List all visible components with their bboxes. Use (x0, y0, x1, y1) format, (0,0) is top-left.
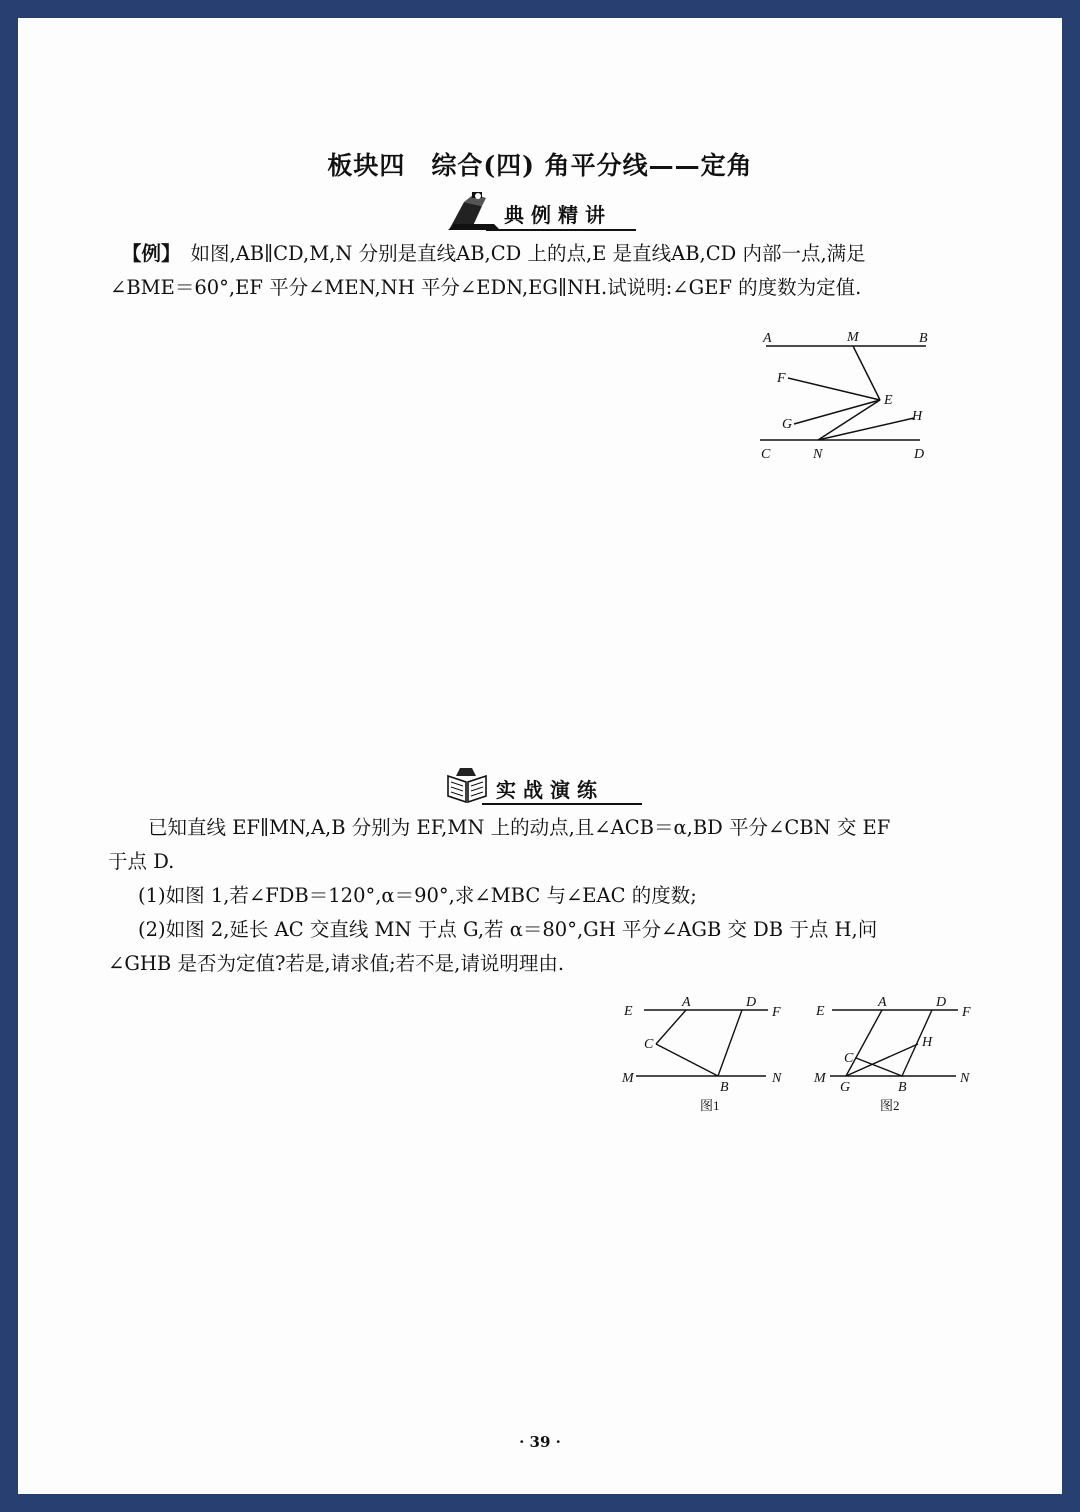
exercise-line-2: 于点 D. (108, 850, 175, 873)
label-b: B (898, 1080, 907, 1095)
page-title: 板块四 综合(四) 角平分线——定角 (327, 151, 753, 180)
label-m: M (814, 1071, 826, 1086)
question-2-line-1: (2)如图 2,延长 AC 交直线 MN 于点 G,若 α＝80°,GH 平分∠AGB 交 DB 于点 H,问 (138, 918, 878, 941)
figure-1 (616, 994, 786, 1124)
open-book-icon (446, 766, 488, 804)
label-a: A (682, 995, 691, 1010)
label-c: C (844, 1051, 854, 1066)
label-d: D (746, 995, 757, 1010)
segment-ne (818, 400, 880, 440)
segment-me (853, 346, 880, 400)
label-b: B (919, 331, 928, 346)
segment-ef (788, 378, 880, 400)
label-n: N (813, 447, 823, 462)
label-a: A (763, 331, 772, 346)
exercise-line-1: 已知直线 EF∥MN,A,B 分别为 EF,MN 上的动点,且∠ACB＝α,BD 平分∠CBN 交 EF (148, 816, 891, 839)
label-g: G (840, 1080, 851, 1095)
question-2-line-2: ∠GHB 是否为定值?若是,请求值;若不是,请说明理由. (108, 952, 565, 975)
section-underline (486, 229, 636, 231)
segment-gh (846, 1044, 918, 1076)
label-f: F (772, 1005, 781, 1020)
label-c: C (761, 447, 771, 462)
label-e: E (624, 1004, 633, 1019)
segment-nh (818, 418, 914, 440)
label-e: E (884, 393, 893, 408)
label-n: N (960, 1071, 970, 1086)
label-f: F (962, 1005, 971, 1020)
label-c: C (644, 1037, 654, 1052)
section-label-examples: 典例精讲 (504, 203, 612, 227)
segment-ac (656, 1010, 686, 1044)
section-banner-examples (442, 194, 642, 234)
figure-1-caption: 图1 (700, 1098, 720, 1113)
section-banner-practice (442, 768, 642, 808)
label-h: H (922, 1035, 933, 1050)
worksheet-page (18, 18, 1062, 1494)
page-number: · 39 · (519, 1433, 561, 1451)
label-m: M (622, 1071, 634, 1086)
section-underline (482, 803, 642, 805)
example-tag: 【例】 (122, 242, 181, 265)
question-1: (1)如图 1,若∠FDB＝120°,α＝90°,求∠MBC 与∠EAC 的度数; (138, 884, 697, 907)
example-line-2: ∠BME＝60°,EF 平分∠MEN,NH 平分∠EDN,EG∥NH.试说明:∠GEF 的度数为定值. (110, 276, 862, 299)
label-h: H (912, 409, 923, 424)
segment-cb (656, 1044, 718, 1076)
figure-2 (810, 994, 980, 1124)
example-text-1: 如图,AB∥CD,M,N 分别是直线AB,CD 上的点,E 是直线AB,CD 内部一点,满足 (190, 242, 866, 265)
segment-eg (794, 400, 880, 424)
label-d: D (936, 995, 947, 1010)
section-label-practice: 实战演练 (496, 778, 604, 802)
label-f: F (777, 371, 786, 386)
label-g: G (782, 417, 793, 432)
label-e: E (816, 1004, 825, 1019)
label-m: M (847, 330, 859, 345)
label-a: A (878, 995, 887, 1010)
example-line-1 (122, 237, 982, 270)
teacher-podium-icon (442, 190, 504, 232)
segment-bd (718, 1010, 742, 1076)
label-n: N (772, 1071, 782, 1086)
label-b: B (720, 1080, 729, 1095)
label-d: D (914, 447, 925, 462)
example-figure (752, 326, 952, 466)
figure-2-caption: 图2 (880, 1098, 900, 1113)
